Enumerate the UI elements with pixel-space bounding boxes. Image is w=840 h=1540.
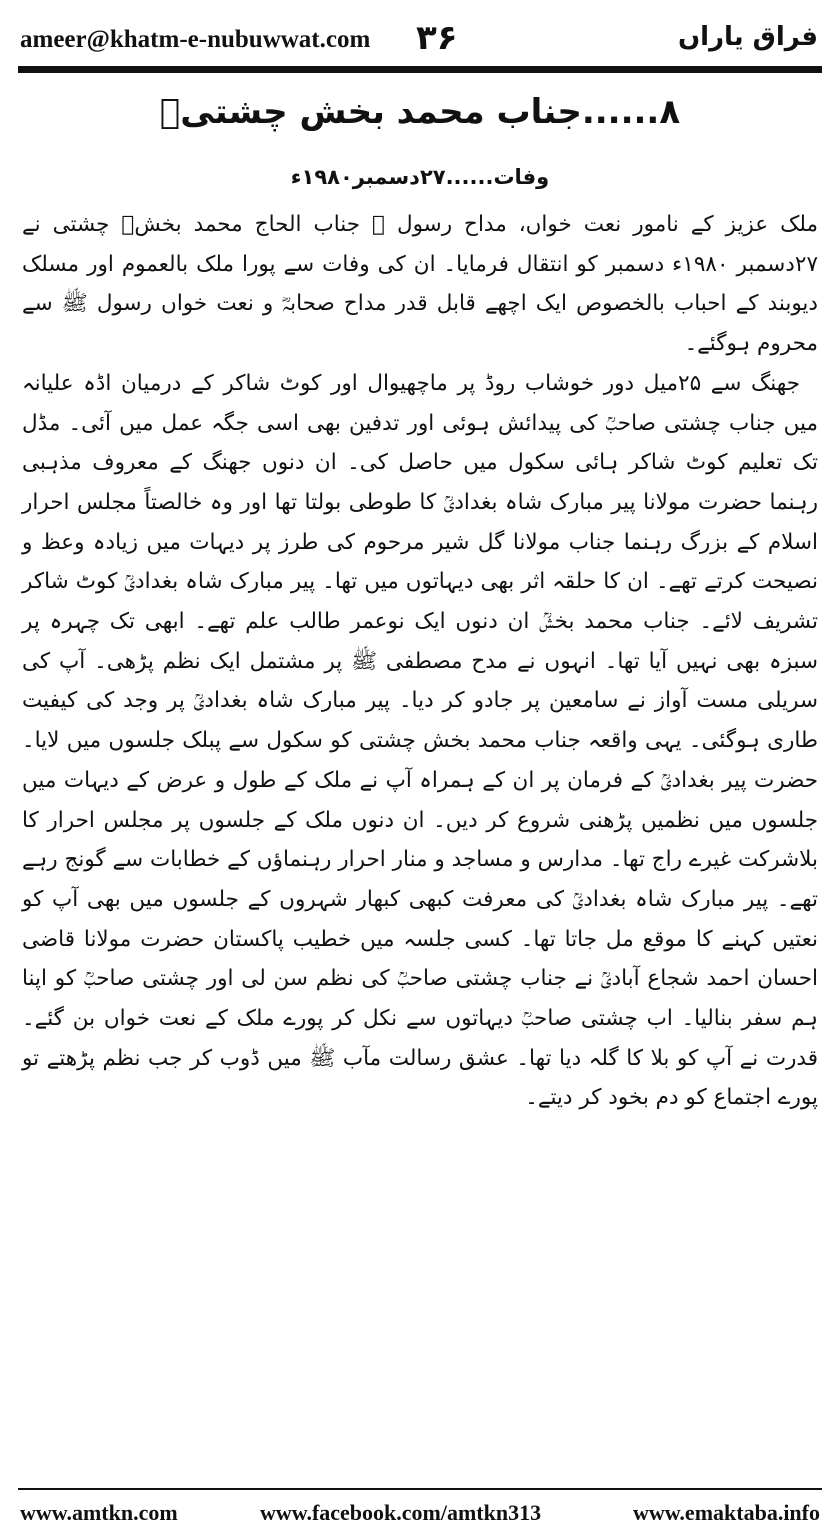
footer-link-emaktaba: www.emaktaba.info [632, 1500, 820, 1525]
book-title: فراق یاراں [677, 22, 818, 52]
footer-link-amtkn: www.amtkn.com [20, 1500, 178, 1525]
paragraph-2: جھنگ سے ۲۵میل دور خوشاب روڈ پر ماچھیوال اور کوٹ شاکر کے درمیان اڈہ علیانہ میں جناب چشتی صاحبؒ کی پیدائش ہوئی اور تدفین بھی اسی جگہ عمل میں آئی۔ مڈل تک تعلیم کوٹ شاکر ہائی سکول میں حاصل کی۔ ان دنوں جھنگ کے معروف مذہبی رہنما حضرت مولانا پیر مبارک شاہ بغدادیؒ کا طوطی بولتا تھا اور وہ خالصتاً مجلس احرار اسلام کے بزرگ رہنما جناب مولانا گل شیر مرحوم کی طرز پر دیہات میں زیادہ وعظ و نصیحت کرتے تھے۔ ان کا حلقہ اثر بھی دیہاتوں میں تھا۔ پیر مبارک شاہ بغدادیؒ کوٹ شاکر تشریف لائے۔ جناب محمد بخشؒ ان دنوں ایک نوعمر طالب علم تھے۔ ابھی تک چہرہ پر سبزہ بھی نہیں آیا تھا۔ انہوں نے مدح مصطفی ﷺ پر مشتمل ایک نظم پڑھی۔ آپ کی سریلی مست آواز نے سامعین پر جادو کر دیا۔ پیر مبارک شاہ بغدادیؒ پر وجد کی کیفیت طاری ہوگئی۔ یہی واقعہ جناب محمد بخش چشتی کو سکول سے پبلک جلسوں میں لایا۔ حضرت پیر بغدادیؒ کے فرمان پر ان کے ہمراہ آپ نے ملک کے طول و عرض کے دیہات میں جلسوں میں نظمیں پڑھنی شروع کر دیں۔ ان دنوں ملک کے جلسوں پر مجلس احرار کا بلاشرکت غیرے راج تھا۔ مدارس و مساجد و منار احرار رہنماؤں کے خطابات سے گونج رہے تھے۔ پیر مبارک شاہ بغدادیؒ کی معرفت کبھی کبھار شہروں کے جلسوں میں بھی آپ کو نعتیں کہنے کا موقع مل جاتا تھا۔ کسی جلسہ میں خطیب پاکستان حضرت مولانا قاضی احسان احمد شجاع آبادیؒ نے جناب چشتی صاحبؒ کی نظم سن لی اور چشتی صاحبؒ کو اپنا ہم سفر بنالیا۔ اب چشتی صاحبؒ دیہاتوں سے نکل کر پورے ملک کے نعت خواں بن گئے۔ قدرت نے آپ کو بلا کا گلہ دیا تھا۔ عشق رسالت مآب ﷺ میں ڈوب کر جب نظم پڑھتے تو پورے اجتماع کو دم بخود کر دیتے۔ [22, 370, 818, 1111]
article-body [22, 205, 818, 1118]
death-date: وفات......۲۷دسمبر۱۹۸۰ء [290, 165, 550, 189]
paragraph-1: ملک عزیز کے نامور نعت خواں، مداح رسول ﷺ جناب الحاج محمد بخشؒ چشتی نے ۲۷دسمبر ۱۹۸۰ء دسمبر کو انتقال فرمایا۔ ان کی وفات سے پورا ملک بالعموم اور مسلک دیوبند کے احباب بالخصوص ایک اچھے قابل قدر مداح صحابہؓ و نعت خواں رسول ﷺ سے محروم ہوگئے۔ [22, 212, 818, 357]
header-rule [18, 66, 822, 73]
page-header [18, 14, 822, 64]
footer-rule [18, 1488, 822, 1490]
chapter-title: ۸......جناب محمد بخش چشتیؒ [159, 92, 681, 132]
page-footer [18, 1500, 822, 1530]
page-number: ۳۶ [416, 18, 458, 58]
footer-link-facebook: www.facebook.com/amtkn313 [260, 1500, 542, 1525]
header-email: ameer@khatm-e-nubuwwat.com [20, 26, 371, 53]
